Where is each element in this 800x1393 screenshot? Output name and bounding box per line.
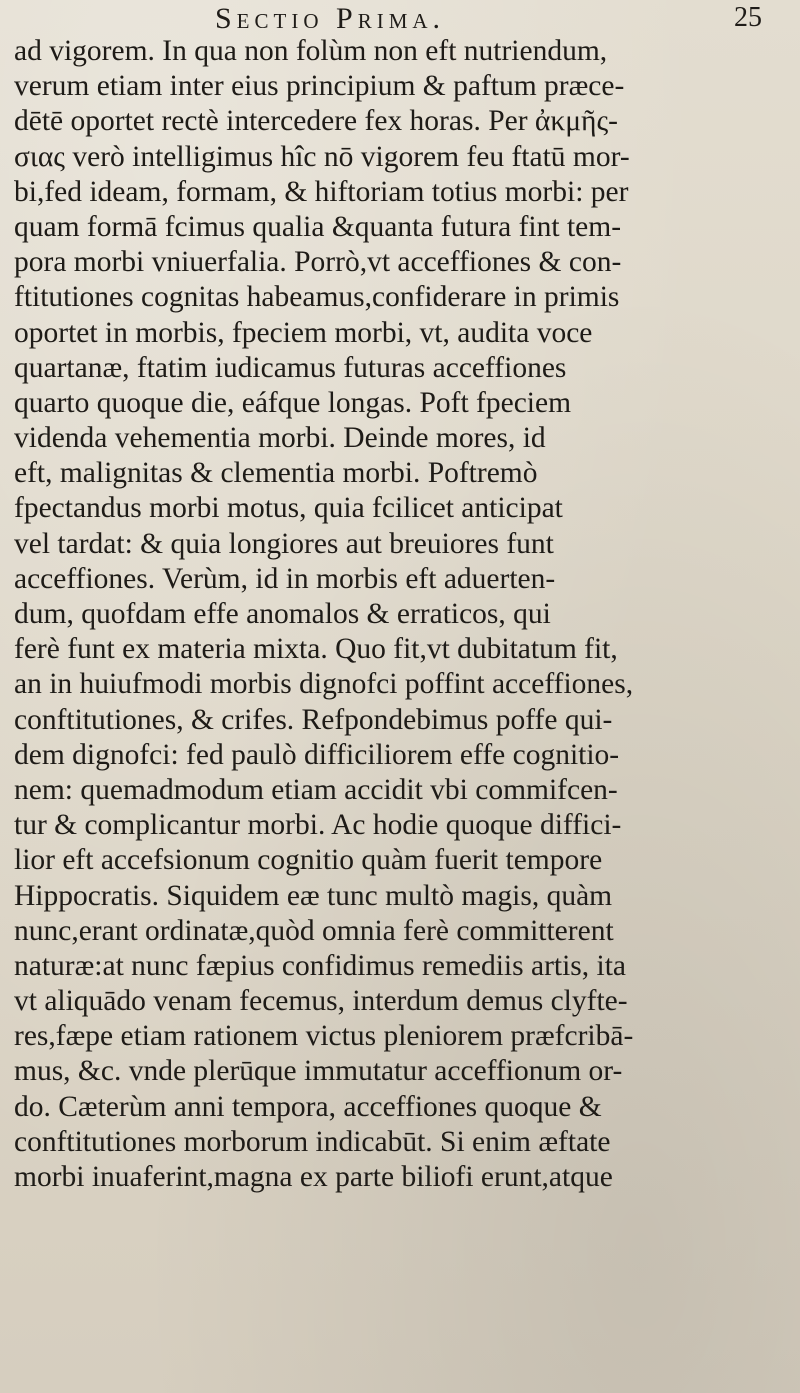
running-head-title: Sectio Prima.	[215, 2, 446, 35]
text-line: lior eft accefsionum cognitio quàm fuerit tempore	[14, 844, 603, 877]
text-line: res,fæpe etiam rationem victus pleniorem præfcribā-	[14, 1020, 634, 1053]
text-line: conftitutiones, & crifes. Refpondebimus poffe qui-	[14, 703, 613, 736]
page-number: 25	[734, 2, 762, 33]
text-line: ad vigorem. In qua non folùm non eft nutriendum,	[14, 35, 608, 67]
text-line: quartanæ, ftatim iudicamus futuras acceffiones	[14, 351, 567, 384]
text-line: videnda vehementia morbi. Deinde mores, id	[14, 422, 546, 455]
text-line: vt aliquādo venam fecemus, interdum demus clyfte-	[14, 985, 628, 1018]
text-line: fpectandus morbi motus, quia fcilicet anticipat	[14, 492, 563, 525]
text-line: pora morbi vniuerfalia. Porrò,vt acceffiones & con-	[14, 246, 622, 279]
text-line: vel tardat: & quia longiores aut breuiores funt	[14, 527, 554, 560]
body-text	[14, 34, 794, 1195]
text-line: nem: quemadmodum etiam accidit vbi commifcen-	[14, 773, 618, 806]
text-line: oportet in morbis, fpeciem morbi, vt, audita voce	[14, 316, 593, 349]
text-line: mus, &c. vnde plerūque immutatur acceffionum or-	[14, 1055, 623, 1088]
text-line: an in huiufmodi morbis dignofci poffint acceffiones,	[14, 668, 634, 701]
text-line: Hippocratis. Siquidem eæ tunc multò magis, quàm	[14, 879, 613, 912]
text-line: naturæ:at nunc fæpius confidimus remediis artis, ita	[14, 949, 627, 982]
text-line: ferè funt ex materia mixta. Quo fit,vt dubitatum fit,	[14, 633, 618, 666]
text-line: eft, malignitas & clementia morbi. Poftremò	[14, 457, 538, 490]
text-line: do. Cæterùm anni tempora, acceffiones quoque &	[14, 1090, 602, 1123]
text-line: dem dignofci: fed paulò difficiliorem effe cognitio-	[14, 738, 620, 771]
text-line: tur & complicantur morbi. Ac hodie quoque diffici-	[14, 809, 622, 842]
text-line: nunc,erant ordinatæ,quòd omnia ferè committerent	[14, 914, 614, 947]
text-line: bi,fed ideam, formam, & hiftoriam totius morbi: per	[14, 175, 629, 208]
text-line: σιας verò intelligimus hîc nō vigorem feu ftatū mor-	[14, 140, 630, 173]
text-line: quam formā fcimus qualia &quanta futura fint tem-	[14, 210, 622, 243]
text-line: verum etiam inter eius principium & paftum præce-	[14, 70, 625, 103]
text-line: acceffiones. Verùm, id in morbis eft aduerten-	[14, 562, 556, 595]
text-line: dum, quofdam effe anomalos & erraticos, qui	[14, 598, 551, 630]
text-line: dētē oportet rectè intercedere fex horas. Per ἀκμῆς-	[14, 105, 618, 138]
text-line: conftitutiones morborum indicabūt. Si enim æftate	[14, 1125, 611, 1158]
text-line: quarto quoque die, eáfque longas. Poft fpeciem	[14, 386, 572, 419]
text-line: ftitutiones cognitas habeamus,confiderare in primis	[14, 281, 620, 314]
text-line: morbi inuaferint,magna ex parte biliofi erunt,atque	[14, 1161, 613, 1193]
